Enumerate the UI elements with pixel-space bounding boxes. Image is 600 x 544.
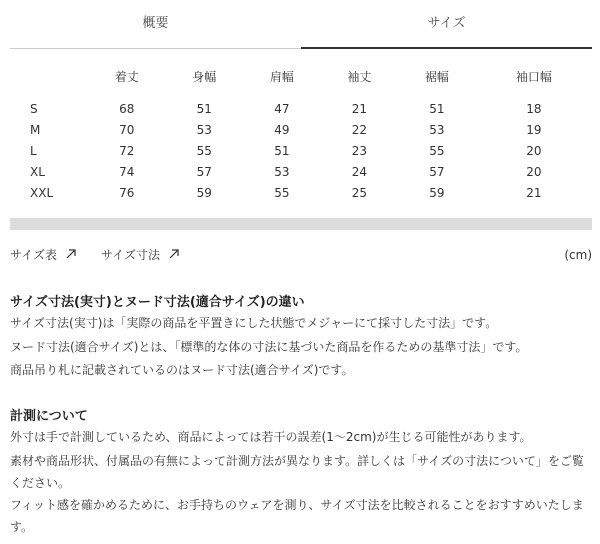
table-row [10,140,592,161]
table-cell: 76 [119,185,135,200]
table-cell: 22 [351,122,367,137]
header-cuff-width: 袖口幅 [515,69,552,84]
measurement-line: フィット感を確かめるために、お手持ちのウェアを測り、サイズ寸法を比較されることをおすすめいたします。 [10,498,584,534]
table-cell: 55 [429,143,445,158]
size-label: L [30,143,37,158]
measurement-line: 外寸は手で計測しているため、商品によっては若干の誤差(1〜2cm)が生じる可能性があります。 [10,430,532,444]
table-cell: 20 [526,143,542,158]
table-row [10,119,592,140]
table-cell: 53 [429,122,445,137]
table-cell: 21 [526,185,542,200]
table-row [10,98,592,119]
table-cell: 55 [274,185,290,200]
header-shoulder-width: 肩幅 [269,69,294,84]
size-label: XL [30,164,45,179]
size-table-header-row [10,62,592,90]
size-table [10,62,592,203]
tab-overview[interactable]: 概要 [142,16,169,31]
table-cell: 51 [274,143,290,158]
difference-line: ヌード寸法(適合サイズ)とは、「標準的な体の寸法に基づいた商品を作るための基準寸法」です。 [10,340,528,354]
header-length: 着丈 [114,69,139,84]
size-chart-link-label: サイズ表 [10,248,58,262]
table-cell: 20 [526,164,542,179]
size-label: S [30,101,38,116]
difference-line: サイズ寸法(実寸)は「実際の商品を平置きにした状態でメジャーにて採寸した寸法」です。 [10,316,498,330]
table-cell: 68 [119,101,135,116]
table-cell: 72 [119,143,135,158]
table-cell: 24 [351,164,367,179]
size-column-header [10,62,88,90]
table-cell: 25 [351,185,367,200]
difference-line: 商品吊り札に記載されているのはヌード寸法(適合サイズ)です。 [10,363,354,377]
table-row [10,182,592,203]
horizontal-scrollbar[interactable] [10,218,592,230]
table-cell: 51 [429,101,445,116]
header-body-width: 身幅 [192,69,217,84]
tab-size[interactable]: サイズ [301,0,592,48]
table-cell: 59 [429,185,445,200]
table-cell: 55 [196,143,212,158]
arrow-up-right-icon [65,248,77,260]
arrow-up-right-icon [168,248,180,260]
table-cell: 51 [196,101,212,116]
size-chart-link[interactable] [10,246,77,263]
difference-section-title: サイズ寸法(実寸)とヌード寸法(適合サイズ)の違い [10,295,305,310]
table-cell: 57 [196,164,212,179]
measurement-section-title: 計測について [10,409,88,424]
header-sleeve-length: 袖丈 [347,69,372,84]
size-measure-link[interactable] [101,246,180,263]
table-cell: 57 [429,164,445,179]
table-cell: 53 [196,122,212,137]
table-cell: 70 [119,122,135,137]
size-measure-link-label: サイズ寸法 [101,248,161,262]
table-cell: 21 [351,101,367,116]
tab-bar [10,0,592,49]
table-cell: 19 [526,122,542,137]
unit-label: (cm) [564,248,592,262]
header-hem-width: 裾幅 [424,69,449,84]
table-cell: 49 [274,122,290,137]
measurement-line: 素材や商品形状、付属品の有無によって計測方法が異なります。詳しくは「サイズの寸法について」をご覧ください。 [10,454,584,490]
table-cell: 53 [274,164,290,179]
table-cell: 47 [274,101,290,116]
table-row [10,161,592,182]
table-cell: 59 [196,185,212,200]
size-label: XXL [30,185,54,200]
table-cell: 23 [351,143,367,158]
table-cell: 18 [526,101,542,116]
table-cell: 74 [119,164,135,179]
size-label: M [30,122,41,137]
